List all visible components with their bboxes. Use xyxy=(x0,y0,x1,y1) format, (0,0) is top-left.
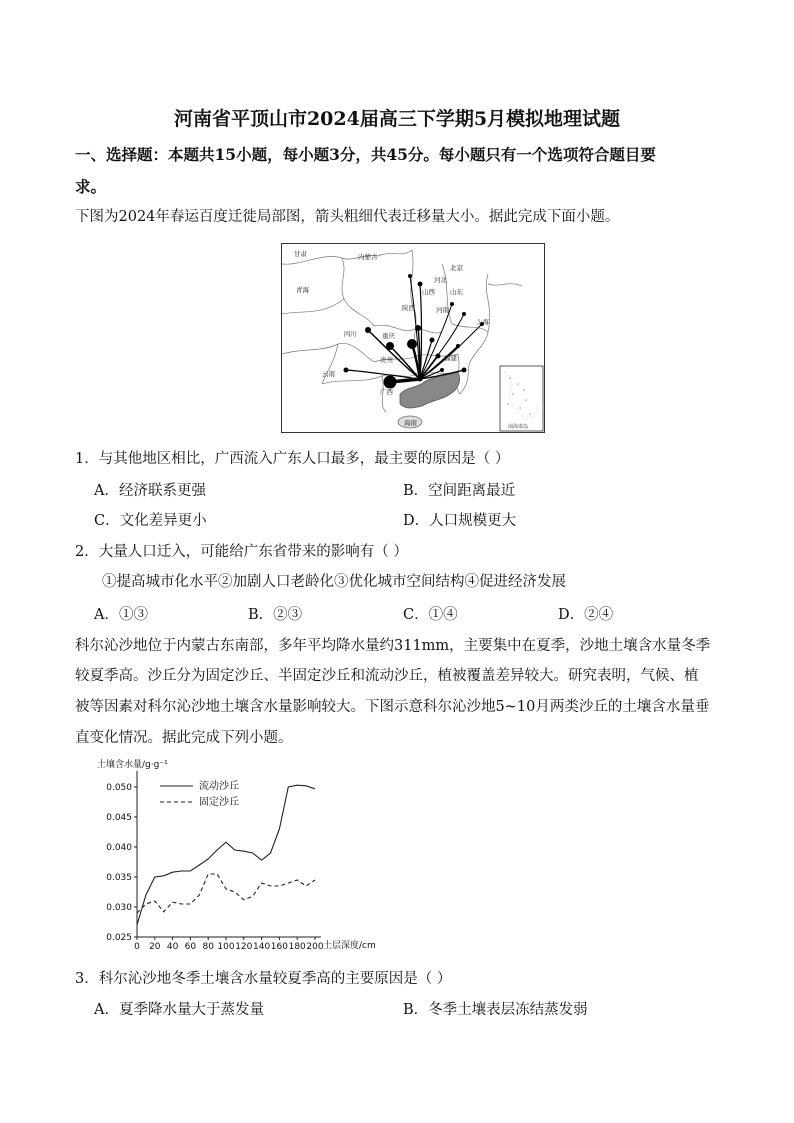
section-heading-line1: 一、选择题：本题共15小题，每小题3分，共45分。每小题只有一个选项符合题目要 xyxy=(75,145,656,164)
chart-ylabel: 土壤含水量/g·g⁻¹ xyxy=(97,760,168,770)
q1-option-b[interactable]: B．空间距离最近 xyxy=(403,483,516,499)
q3-option-b[interactable]: B．冬季土壤表层冻结蒸发弱 xyxy=(403,1002,588,1018)
series-line-fixed-dune xyxy=(137,874,315,913)
x-tick-label: 60 xyxy=(184,942,197,952)
label-gansu: 甘肃 xyxy=(294,250,307,258)
label-shanxi: 山西 xyxy=(422,288,435,296)
label-yunnan: 云南 xyxy=(322,370,335,378)
intro2-line1: 科尔沁沙地位于内蒙古东南部，多年平均降水量约311mm，主要集中在夏季，沙地土壤含水量冬季 xyxy=(75,638,711,654)
label-sichuan: 四川 xyxy=(344,330,357,338)
intro2-line2: 较夏季高。沙丘分为固定沙丘、半固定沙丘和流动沙丘，植被覆盖差异较大。研究表明，气候、植 xyxy=(75,668,699,684)
x-tick-label: 20 xyxy=(149,942,161,952)
label-chongqing: 重庆 xyxy=(382,332,395,340)
x-tick-label: 100 xyxy=(217,942,235,952)
y-tick-label: 0.040 xyxy=(106,843,132,853)
page-title: 河南省平顶山市2024届高三下学期5月模拟地理试题 xyxy=(173,108,621,130)
soil-moisture-chart-svg xyxy=(95,757,385,955)
x-tick-label: 180 xyxy=(288,942,306,952)
label-qinghai: 青海 xyxy=(296,286,309,294)
y-tick-label: 0.035 xyxy=(106,873,132,883)
q1-option-c[interactable]: C．文化差异更小 xyxy=(94,513,207,529)
y-tick-label: 0.050 xyxy=(106,783,132,793)
label-neimenggu: 内蒙古 xyxy=(358,253,378,261)
label-shanghai: 上海 xyxy=(476,318,489,326)
border-line xyxy=(282,299,344,314)
migration-map xyxy=(281,243,545,433)
border-line xyxy=(322,344,338,384)
q1-option-a[interactable]: A．经济联系更强 xyxy=(94,483,206,499)
label-hebei: 河北 xyxy=(434,276,447,284)
intro-map: 下图为2024年春运百度迁徙局部图，箭头粗细代表迁移量大小。据此完成下面小题。 xyxy=(75,209,620,225)
label-shandong: 山东 xyxy=(450,288,463,296)
y-tick-label: 0.030 xyxy=(106,903,132,913)
q2-option-b[interactable]: B．②③ xyxy=(248,607,303,623)
x-tick-label: 80 xyxy=(202,942,214,952)
x-tick-label: 40 xyxy=(166,942,179,952)
x-tick-label: 160 xyxy=(270,942,288,952)
legend-moving-dune: 流动沙丘 xyxy=(199,781,239,792)
south-sea-inset xyxy=(500,366,543,431)
q3-option-a[interactable]: A．夏季降水量大于蒸发量 xyxy=(94,1002,264,1018)
intro2-line4: 直变化情况。据此完成下列小题。 xyxy=(75,730,293,746)
x-tick-label: 0 xyxy=(134,942,140,952)
label-guangxi: 广西 xyxy=(380,388,393,396)
migration-map-svg xyxy=(282,244,544,432)
legend-fixed-dune: 固定沙丘 xyxy=(199,797,239,808)
q2-option-a[interactable]: A．①③ xyxy=(94,607,148,623)
x-tick-label: 120 xyxy=(235,942,253,952)
label-hainan: 海南 xyxy=(404,419,417,427)
intro2-line3: 被等因素对科尔沁沙地土壤含水量影响较大。下图示意科尔沁沙地5~10月两类沙丘的土壤含水量垂 xyxy=(75,699,710,715)
label-guizhou: 贵州 xyxy=(380,356,393,364)
x-tick-label: 200 xyxy=(306,942,324,952)
q2-items: ①提高城市化水平②加剧人口老龄化③优化城市空间结构④促进经济发展 xyxy=(102,574,566,590)
label-beijing: 北京 xyxy=(450,264,463,272)
chart-xticks xyxy=(134,937,324,952)
border-line xyxy=(282,343,374,362)
label-fujian: 福建 xyxy=(444,354,457,362)
label-henan: 河南 xyxy=(436,306,449,314)
section-heading-line2: 求。 xyxy=(75,177,107,196)
q1-stem: 1．与其他地区相比，广西流入广东人口最多，最主要的原因是（ ） xyxy=(75,451,510,467)
q2-option-c[interactable]: C．①④ xyxy=(403,607,458,623)
chart-axes xyxy=(137,771,321,937)
q2-option-d[interactable]: D．②④ xyxy=(558,607,614,623)
inset-label: 南海诸岛 xyxy=(508,424,529,430)
border-line xyxy=(488,284,522,286)
border-line xyxy=(342,258,374,326)
chart-xlabel: 土层深度/cm xyxy=(323,941,376,951)
label-shaanxi: 陕西 xyxy=(402,304,415,312)
border-line xyxy=(378,250,412,256)
chart-yticks xyxy=(106,783,137,943)
x-tick-label: 140 xyxy=(253,942,271,952)
y-tick-label: 0.045 xyxy=(106,813,132,823)
q3-stem: 3．科尔沁沙地冬季土壤含水量较夏季高的主要原因是（ ） xyxy=(75,971,452,987)
q2-stem: 2．大量人口迁入，可能给广东省带来的影响有（ ） xyxy=(75,544,408,560)
coastline xyxy=(460,274,490,394)
y-tick-label: 0.025 xyxy=(106,933,132,943)
soil-moisture-chart xyxy=(95,757,385,955)
q1-option-d[interactable]: D．人口规模更大 xyxy=(403,513,517,529)
